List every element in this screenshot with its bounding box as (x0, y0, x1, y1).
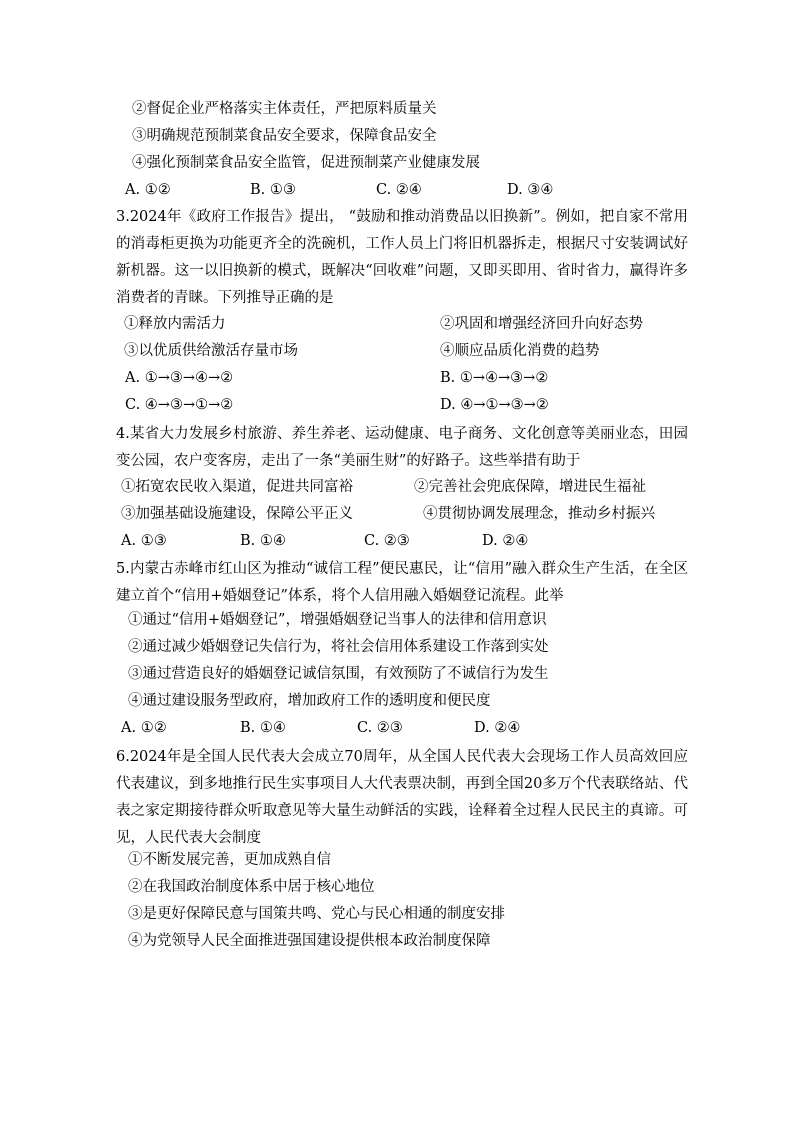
q3-option-3: ③以优质供给激活存量市场 (124, 343, 298, 359)
q3-option-4: ④顺应品质化消费的趋势 (440, 343, 600, 359)
q3-choice-c: C. ④→③→①→② (125, 397, 234, 413)
q5-option-3: ③通过营造良好的婚姻登记诚信氛围，有效预防了不诚信行为发生 (128, 666, 549, 682)
q3-stem: 3.2024年《政府工作报告》提出， “鼓励和推动消费品以旧换新”。例如，把自家不常用的消毒柜更换为功能更齐全的洗碗机，工作人员上门将旧机器拆走，根据尺寸安装调试好新机器。这一以旧换新的模式，既解决“回收难”问题，又即买即用、省时省力，赢得许多消费者的青睐。下列推导正确的是 (116, 209, 688, 306)
q4-choice-b: B. ①④ (240, 533, 286, 549)
q4-choice-d: D. ②④ (482, 533, 529, 549)
q3-choice-a: A. ①→③→④→② (125, 370, 234, 386)
q4-stem: 4.某省大力发展乡村旅游、养生养老、运动健康、电子商务、文化创意等美丽业态，田园变公园，农户变客房，走出了一条“美丽生财”的好路子。这些举措有助于 (116, 426, 688, 469)
q4-option-3: ③加强基础设施建设，保障公平正义 (121, 506, 353, 522)
q6-option-1: ①不断发展完善，更加成熟自信 (128, 852, 331, 868)
q4-option-4: ④贯彻协调发展理念，推动乡村振兴 (423, 506, 655, 522)
q5-stem: 5.内蒙古赤峰市红山区为推动“诚信工程”便民惠民，让“信用”融入群众生产生活，在全区建立首个“信用+婚姻登记”体系，将个人信用融入婚姻登记流程。此举 (116, 561, 688, 604)
q3-choice-b: B. ①→④→③→② (440, 370, 549, 386)
q2-choice-a: A. ①② (125, 182, 171, 198)
q4-option-1: ①拓宽农民收入渠道，促进共同富裕 (121, 479, 353, 495)
q4-choice-a: A. ①③ (121, 533, 167, 549)
q3-option-2: ②巩固和增强经济回升向好态势 (440, 316, 643, 332)
q5-option-4: ④通过建设服务型政府，增加政府工作的透明度和便民度 (128, 693, 491, 709)
q5-choice-d: D. ②④ (474, 720, 521, 736)
q6-option-3: ③是更好保障民意与国策共鸣、党心与民心相通的制度安排 (128, 906, 505, 922)
q5-choice-c: C. ②③ (357, 720, 403, 736)
q2-choice-c: C. ②④ (376, 182, 422, 198)
q6-option-4: ④为党领导人民全面推进强国建设提供根本政治制度保障 (128, 933, 491, 949)
q5-choice-a: A. ①② (121, 720, 167, 736)
q6-option-2: ②在我国政治制度体系中居于核心地位 (128, 879, 375, 895)
q2-option-4: ④强化预制菜食品安全监管，促进预制菜产业健康发展 (132, 155, 480, 171)
q5-choice-b: B. ①④ (240, 720, 286, 736)
q2-choice-b: B. ①③ (250, 182, 296, 198)
q5-option-1: ①通过“信用+婚姻登记”，增强婚姻登记当事人的法律和信用意识 (128, 612, 547, 628)
q4-option-2: ②完善社会兜底保障，增进民生福祉 (414, 479, 646, 495)
q5-option-2: ②通过减少婚姻登记失信行为，将社会信用体系建设工作落到实处 (128, 639, 549, 655)
q4-choice-c: C. ②③ (364, 533, 410, 549)
q3-option-1: ①释放内需活力 (124, 316, 226, 332)
q2-choice-d: D. ③④ (507, 182, 554, 198)
q3-choice-d: D. ④→①→③→② (440, 397, 549, 413)
q2-option-3: ③明确规范预制菜食品安全要求，保障食品安全 (132, 128, 437, 144)
q2-option-2: ②督促企业严格落实主体责任，严把原料质量关 (132, 101, 437, 117)
q6-stem: 6.2024年是全国人民代表大会成立70周年，从全国人民代表大会现场工作人员高效回应代表建议，到多地推行民生实事项目人大代表票决制，再到全国20多万个代表联络站、代表之家定期接待群众听取意见等大量生动鲜活的实践，诠释着全过程人民民主的真谛。可见，人民代表大会制度 (116, 749, 688, 846)
